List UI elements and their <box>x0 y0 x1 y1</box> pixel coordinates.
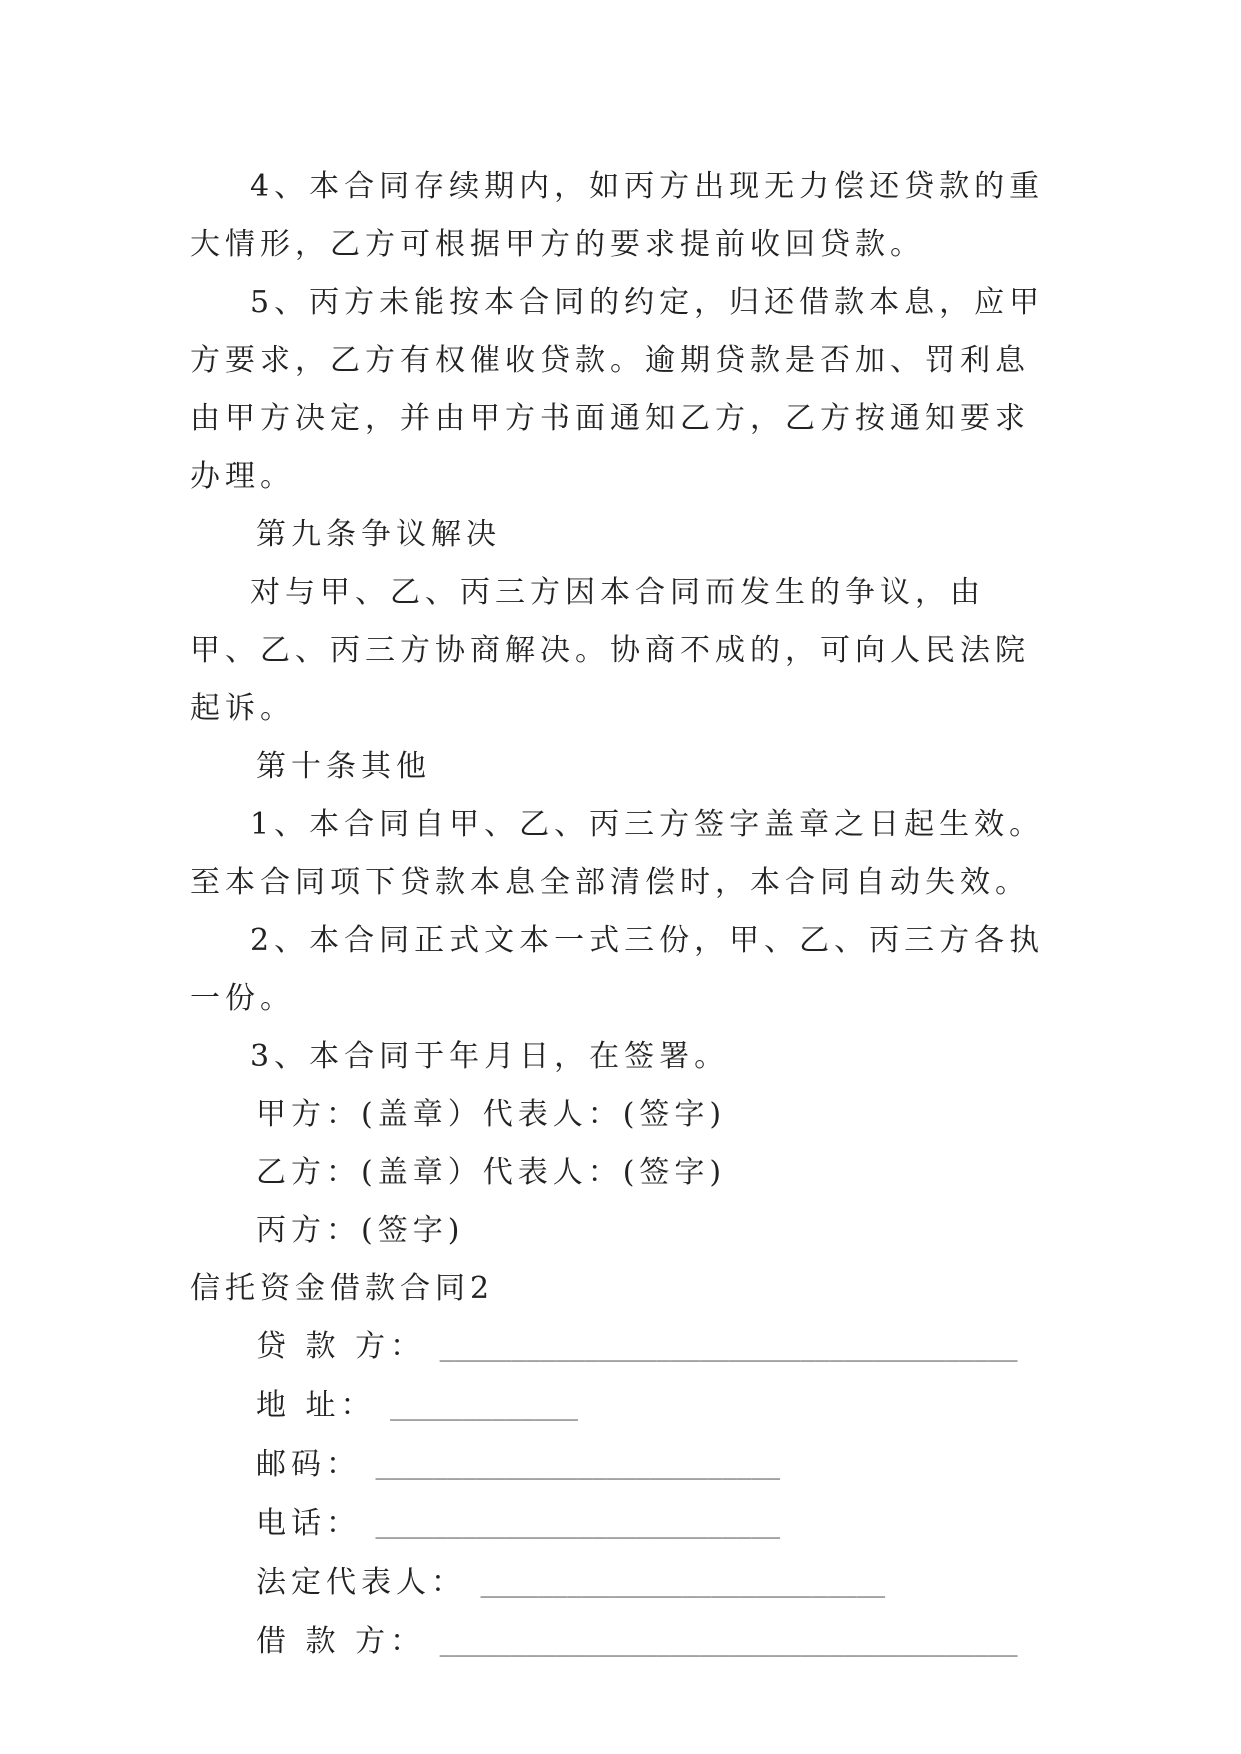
field-phone <box>190 1495 1050 1554</box>
article-10-heading: 第十条其他 <box>256 749 431 784</box>
field-lender-blank: ________________________________________ <box>439 1334 1018 1362</box>
signature-party-c: 丙方：(签字) <box>256 1213 465 1248</box>
field-postcode-label: 邮码： <box>256 1447 361 1482</box>
field-legal-representative-label: 法定代表人： <box>256 1565 466 1600</box>
article-9-body: 对与甲、乙、丙三方因本合同而发生的争议，由甲、乙、丙三方协商解决。协商不成的，可向人民法院起诉。 <box>190 575 1030 726</box>
field-borrower <box>190 1613 1050 1672</box>
field-address-label: 地 址： <box>256 1388 376 1423</box>
contract-2-title: 信托资金借款合同2 <box>190 1271 495 1306</box>
article-10-item-3: 3、本合同于年月日，在签署。 <box>250 1039 730 1074</box>
field-phone-label: 电话： <box>256 1506 361 1541</box>
signature-party-a: 甲方：(盖章）代表人：(签字) <box>256 1097 727 1132</box>
field-postcode-blank: ____________________________ <box>375 1452 781 1480</box>
field-borrower-blank: ________________________________________ <box>439 1629 1018 1657</box>
signature-party-b: 乙方：(盖章）代表人：(签字) <box>256 1155 727 1190</box>
field-borrower-label: 借 款 方： <box>256 1624 426 1659</box>
field-lender-label: 贷 款 方： <box>256 1329 426 1364</box>
clause-4: 4、本合同存续期内，如丙方出现无力偿还贷款的重大情形，乙方可根据甲方的要求提前收回贷款。 <box>190 169 1045 262</box>
document-body <box>190 158 1050 1672</box>
field-phone-blank: ____________________________ <box>375 1511 781 1539</box>
article-9-heading: 第九条争议解决 <box>256 517 501 552</box>
field-legal-representative <box>190 1554 1050 1613</box>
article-10-item-1: 1、本合同自甲、乙、丙三方签字盖章之日起生效。至本合同项下贷款本息全部清偿时，本合同自动失效。 <box>190 807 1045 900</box>
field-legal-representative-blank: ____________________________ <box>480 1570 886 1598</box>
article-10-item-2: 2、本合同正式文本一式三份，甲、乙、丙三方各执一份。 <box>190 923 1045 1016</box>
field-postcode <box>190 1436 1050 1495</box>
field-address <box>190 1377 1050 1436</box>
clause-5: 5、丙方未能按本合同的约定，归还借款本息，应甲方要求，乙方有权催收贷款。逾期贷款是否加、罚利息由甲方决定，并由甲方书面通知乙方，乙方按通知要求办理。 <box>190 285 1045 494</box>
field-address-blank: _____________ <box>390 1393 578 1421</box>
field-lender <box>190 1318 1050 1377</box>
